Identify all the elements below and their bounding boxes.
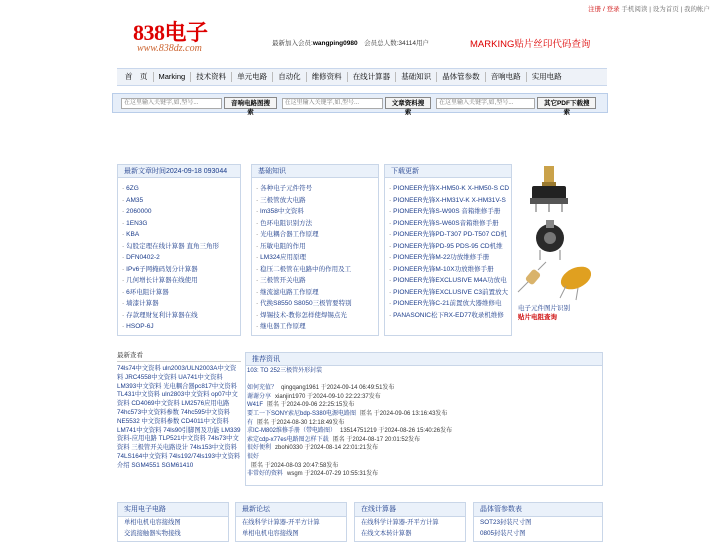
latest-article-item[interactable]: · HSOP-6J <box>122 321 240 333</box>
recommended-link[interactable]: 很好便利 <box>247 445 272 452</box>
calculators-panel <box>354 502 466 542</box>
recommended-info: 匿名 于2024-08-17 20:01:52发布 <box>332 436 421 443</box>
basics-item[interactable]: · 色环电阻识别方法 <box>256 218 378 230</box>
recommended-info: 13514751219 于2024-08-26 15:40:26发布 <box>340 428 453 435</box>
top-account-links[interactable] <box>470 4 710 13</box>
latest-article-item[interactable]: · KBA <box>122 229 240 241</box>
recommended-row <box>247 367 602 376</box>
recommended-link[interactable]: 很好 <box>247 453 260 460</box>
logo-url: www.838dz.com <box>137 43 202 54</box>
practical-circuits-item[interactable]: 单相电机电容接线图 <box>124 519 181 526</box>
latest-article-item[interactable]: · 2060000 <box>122 206 240 218</box>
nav-item[interactable]: 首 页 <box>117 72 154 82</box>
basics-item[interactable]: · 三极管放大电路 <box>256 195 378 207</box>
basics-item[interactable]: · 三极管开关电路 <box>256 275 378 287</box>
register-login-link[interactable]: 注册 / 登录 <box>588 6 620 13</box>
latest-forum-title: 最新论坛 <box>236 503 346 517</box>
rotary-encoder-image <box>536 220 564 260</box>
circuit-search-input[interactable] <box>121 98 222 109</box>
recommended-row <box>247 401 602 410</box>
download-item[interactable]: · PIONEER先锋X-HM50-K X-HM50-S CD <box>389 183 511 195</box>
download-item[interactable]: · PIONEER先锋PD-T307 PD-T507 CD机 <box>389 229 511 241</box>
recommended-news-title: 推荐资讯 <box>246 353 602 366</box>
basics-title: 基础知识 <box>252 165 378 178</box>
latest-articles-title: 最新文章时间2024-09-18 093044 <box>118 165 240 178</box>
recommended-link[interactable]: 103: TO 252三极管外形封装 <box>247 368 323 374</box>
recommended-news-panel <box>245 352 603 486</box>
basics-panel <box>251 164 379 336</box>
recommended-row <box>247 384 602 393</box>
recommended-row <box>247 462 602 471</box>
article-search-input[interactable] <box>282 98 383 109</box>
recommended-info: 匿名 于2024-08-03 20:47:58发布 <box>251 462 339 469</box>
downloads-list <box>385 178 511 321</box>
potentiometer-image <box>530 166 568 212</box>
download-item[interactable]: · PIONEER先锋EXCLUSIVE M4A功放电 <box>389 275 511 287</box>
latest-article-item[interactable]: · 墙漆计算器 <box>122 298 240 310</box>
download-item[interactable]: · PIONEER先锋S-W60S音箱维修手册 <box>389 218 511 230</box>
download-item[interactable]: · PANASONIC松下RX-ED77收录机维修 <box>389 310 511 322</box>
download-item[interactable]: · PIONEER先锋M-10X功放维修手册 <box>389 264 511 276</box>
recommended-info: zbohi0330 于2024-08-14 22:01:21发布 <box>275 445 379 452</box>
nav-item[interactable]: 音响电路 <box>486 72 527 82</box>
capacitor-image <box>557 262 594 300</box>
transistor-params-panel <box>473 502 603 542</box>
smd-resistor-link[interactable]: 贴片电阻查询 <box>518 314 557 321</box>
basics-item[interactable]: · 焊锡技术-教你怎样使焊锡点光 <box>256 310 378 322</box>
nav-item[interactable]: Marking <box>154 72 192 82</box>
download-item[interactable]: · PIONEER先锋PD-95 PDS-95 CD机维 <box>389 241 511 253</box>
basics-item[interactable]: · 各种电子元件符号 <box>256 183 378 195</box>
practical-circuits-title: 实用电子电路 <box>118 503 228 517</box>
basics-item[interactable]: · 光电耦合器工作原理 <box>256 229 378 241</box>
recommended-row <box>247 444 602 453</box>
latest-article-item[interactable]: · 1EN3G <box>122 218 240 230</box>
component-id-link[interactable]: 电子元件图片识别 <box>518 305 570 312</box>
recommended-link[interactable]: 要工一下SONY索尼bdp-S380电源电路图 <box>247 410 357 417</box>
latest-articles-list <box>118 178 240 333</box>
nav-item[interactable]: 技术资料 <box>191 72 232 82</box>
latest-article-item[interactable]: · 几何增长计算器在线使用 <box>122 275 240 287</box>
transistor-params-item[interactable]: 0805封装尺寸图 <box>480 530 526 537</box>
recommended-row <box>247 427 602 436</box>
nav-item[interactable]: 单元电路 <box>232 72 273 82</box>
nav-item[interactable]: 晶体管参数 <box>437 72 486 82</box>
recommended-row <box>247 436 602 445</box>
basics-item[interactable]: · LM324应用原理 <box>256 252 378 264</box>
practical-circuits-item[interactable]: 交流接触器实物接线 <box>124 530 181 537</box>
basics-item[interactable]: · 代换S8550 S8050三极管要特别 <box>256 298 378 310</box>
recommended-info: 匿名 于2024-08-30 12:18:49发布 <box>257 419 345 426</box>
recommended-link[interactable]: 有 <box>247 419 254 426</box>
resistor-image <box>518 262 546 292</box>
latest-article-item[interactable]: · 存款理财复利计算器在线 <box>122 310 240 322</box>
latest-article-item[interactable]: · 勾股定理在线计算器 直角三角形 <box>122 241 240 253</box>
component-photo[interactable] <box>516 162 606 302</box>
recommended-link[interactable]: 非常好的资料 <box>247 471 284 478</box>
nav-item[interactable]: 在线计算器 <box>348 72 397 82</box>
recommended-news-list <box>246 366 602 479</box>
marking-lookup-link[interactable]: MARKING贴片丝印代码查询 <box>470 39 591 50</box>
practical-circuits-panel <box>117 502 229 542</box>
download-item[interactable]: · PIONEER先锋S-W90S 音箱维修手册 <box>389 206 511 218</box>
calculators-title: 在线计算器 <box>355 503 465 517</box>
circuit-search-button[interactable]: 音响电路图搜索 <box>224 97 276 109</box>
logo-text: 838电子 <box>133 20 208 45</box>
recommended-info: 匿名 于2024-09-06 13:16:43发布 <box>360 410 448 417</box>
recommended-info: xianjin1970 于2024-09-10 22:22:37发布 <box>275 393 381 400</box>
downloads-panel <box>384 164 512 336</box>
latest-article-item[interactable]: · IPv6子网掩码划分计算器 <box>122 264 240 276</box>
search-bar <box>112 93 608 116</box>
article-search-button[interactable]: 文章资料搜索 <box>385 97 431 109</box>
nav-item[interactable]: 实用电路 <box>531 72 562 81</box>
recommended-link[interactable]: 谢谢分享 <box>247 393 272 400</box>
basics-item[interactable]: · 继流滤电路工作原理 <box>256 287 378 299</box>
recommended-row <box>247 419 602 428</box>
newest-member-name[interactable]: wangping0980 <box>312 40 358 47</box>
basics-item[interactable]: · 压敏电阻的作用 <box>256 241 378 253</box>
recommended-link[interactable]: W41F <box>247 402 264 409</box>
latest-articles-panel <box>117 164 241 336</box>
calculators-item[interactable]: 在线文本转计算器 <box>361 530 412 537</box>
image-caption <box>518 304 570 322</box>
latest-forum-item[interactable]: 单相电机电容接线图 <box>242 530 299 537</box>
main-navbar <box>117 68 607 86</box>
latest-article-item[interactable]: · AM35 <box>122 195 240 207</box>
top-links-rest[interactable]: 手机阅读 | 设为首页 | 我的帐户 <box>621 6 710 13</box>
site-logo[interactable] <box>133 22 231 58</box>
basics-item[interactable]: · 稳压二极管在电路中的作用及工 <box>256 264 378 276</box>
recommended-link[interactable]: 如何充值？ <box>247 385 278 392</box>
nav-item[interactable]: 维修资料 <box>307 72 348 82</box>
latest-viewed-title: 最新查看 <box>117 350 241 362</box>
latest-article-item[interactable]: · 6ZG <box>122 183 240 195</box>
pdf-search-input[interactable] <box>436 98 535 109</box>
transistor-params-item[interactable]: SOT23封装尺寸图 <box>480 519 532 526</box>
basics-item[interactable]: · lm358中文资料 <box>256 206 378 218</box>
stats-prefix: 最新加入会员: <box>272 40 313 47</box>
latest-forum-item[interactable]: 在线科学计算器-开平方计算 <box>242 519 320 526</box>
recommended-info: 匿名 于2024-09-06 22:25:15发布 <box>267 402 355 409</box>
recommended-row <box>247 376 602 385</box>
download-item[interactable]: · PIONEER先锋C-21前置放大器维修电 <box>389 298 511 310</box>
download-item[interactable]: · PIONEER先锋EXCLUSIVE C3前置放大 <box>389 287 511 299</box>
recommended-row <box>247 393 602 402</box>
member-count: 会员总人数:34114用户 <box>364 40 430 47</box>
latest-article-item[interactable]: · 6环电阻计算器 <box>122 287 240 299</box>
transistor-params-title: 晶体管参数表 <box>474 503 602 517</box>
recommended-row <box>247 410 602 419</box>
recommended-row <box>247 453 602 462</box>
latest-viewed-links[interactable]: 74ls74中文资料 uln2003/ULN2003A中文资料 JRC4558中文资料 UA741中文资料 LM393中文资料 光电耦合器pc817中文资料 TL431中文资料 uln2803中文资料 op07中文资料 CD4069中文资料 LM2576应用电路 74hc573中文资料参数 74hc595中文资料 NE5532 中文资料参数 CD4011中文资料 LM741中文资料 74ls90引脚图及功能 LM339资料-应用电路 TLP521中文资料 74ls73中文资料 三极管开关电路设计 74ls153中文资料 74LS164中文资料 74ls192/74ls193中文资料介绍 SGM4551 SGM61410 <box>117 365 241 469</box>
recommended-info: wsgm 于2024-07-29 10:55:31发布 <box>287 471 379 478</box>
download-item[interactable]: · PIONEER先锋X-HM31V-K X-HM31V-S <box>389 195 511 207</box>
latest-viewed-panel <box>117 350 241 488</box>
calculators-item[interactable]: 在线科学计算器-开平方计算 <box>361 519 439 526</box>
download-item[interactable]: · PIONEER先锋M-22功放维修手册 <box>389 252 511 264</box>
nav-item[interactable]: 基础知识 <box>396 72 437 82</box>
recommended-info: qingqang1961 于2024-09-14 06:49:51发布 <box>281 385 395 392</box>
member-stats <box>272 38 429 47</box>
pdf-search-button[interactable]: 其它PDF下载搜索 <box>537 97 596 109</box>
recommended-row <box>247 470 602 479</box>
downloads-title: 下载更新 <box>385 165 511 178</box>
basics-list <box>252 178 378 333</box>
recommended-link[interactable]: 求IC-M802维修手册（带电路图） <box>247 428 337 435</box>
basics-item[interactable]: · 继电器工作原理 <box>256 321 378 333</box>
recommended-link[interactable]: 索定cdp-x77es电路图怎样下载 <box>247 436 329 443</box>
latest-forum-panel <box>235 502 347 542</box>
nav-item[interactable]: 自动化 <box>273 72 307 82</box>
latest-article-item[interactable]: · DFN0402-2 <box>122 252 240 264</box>
